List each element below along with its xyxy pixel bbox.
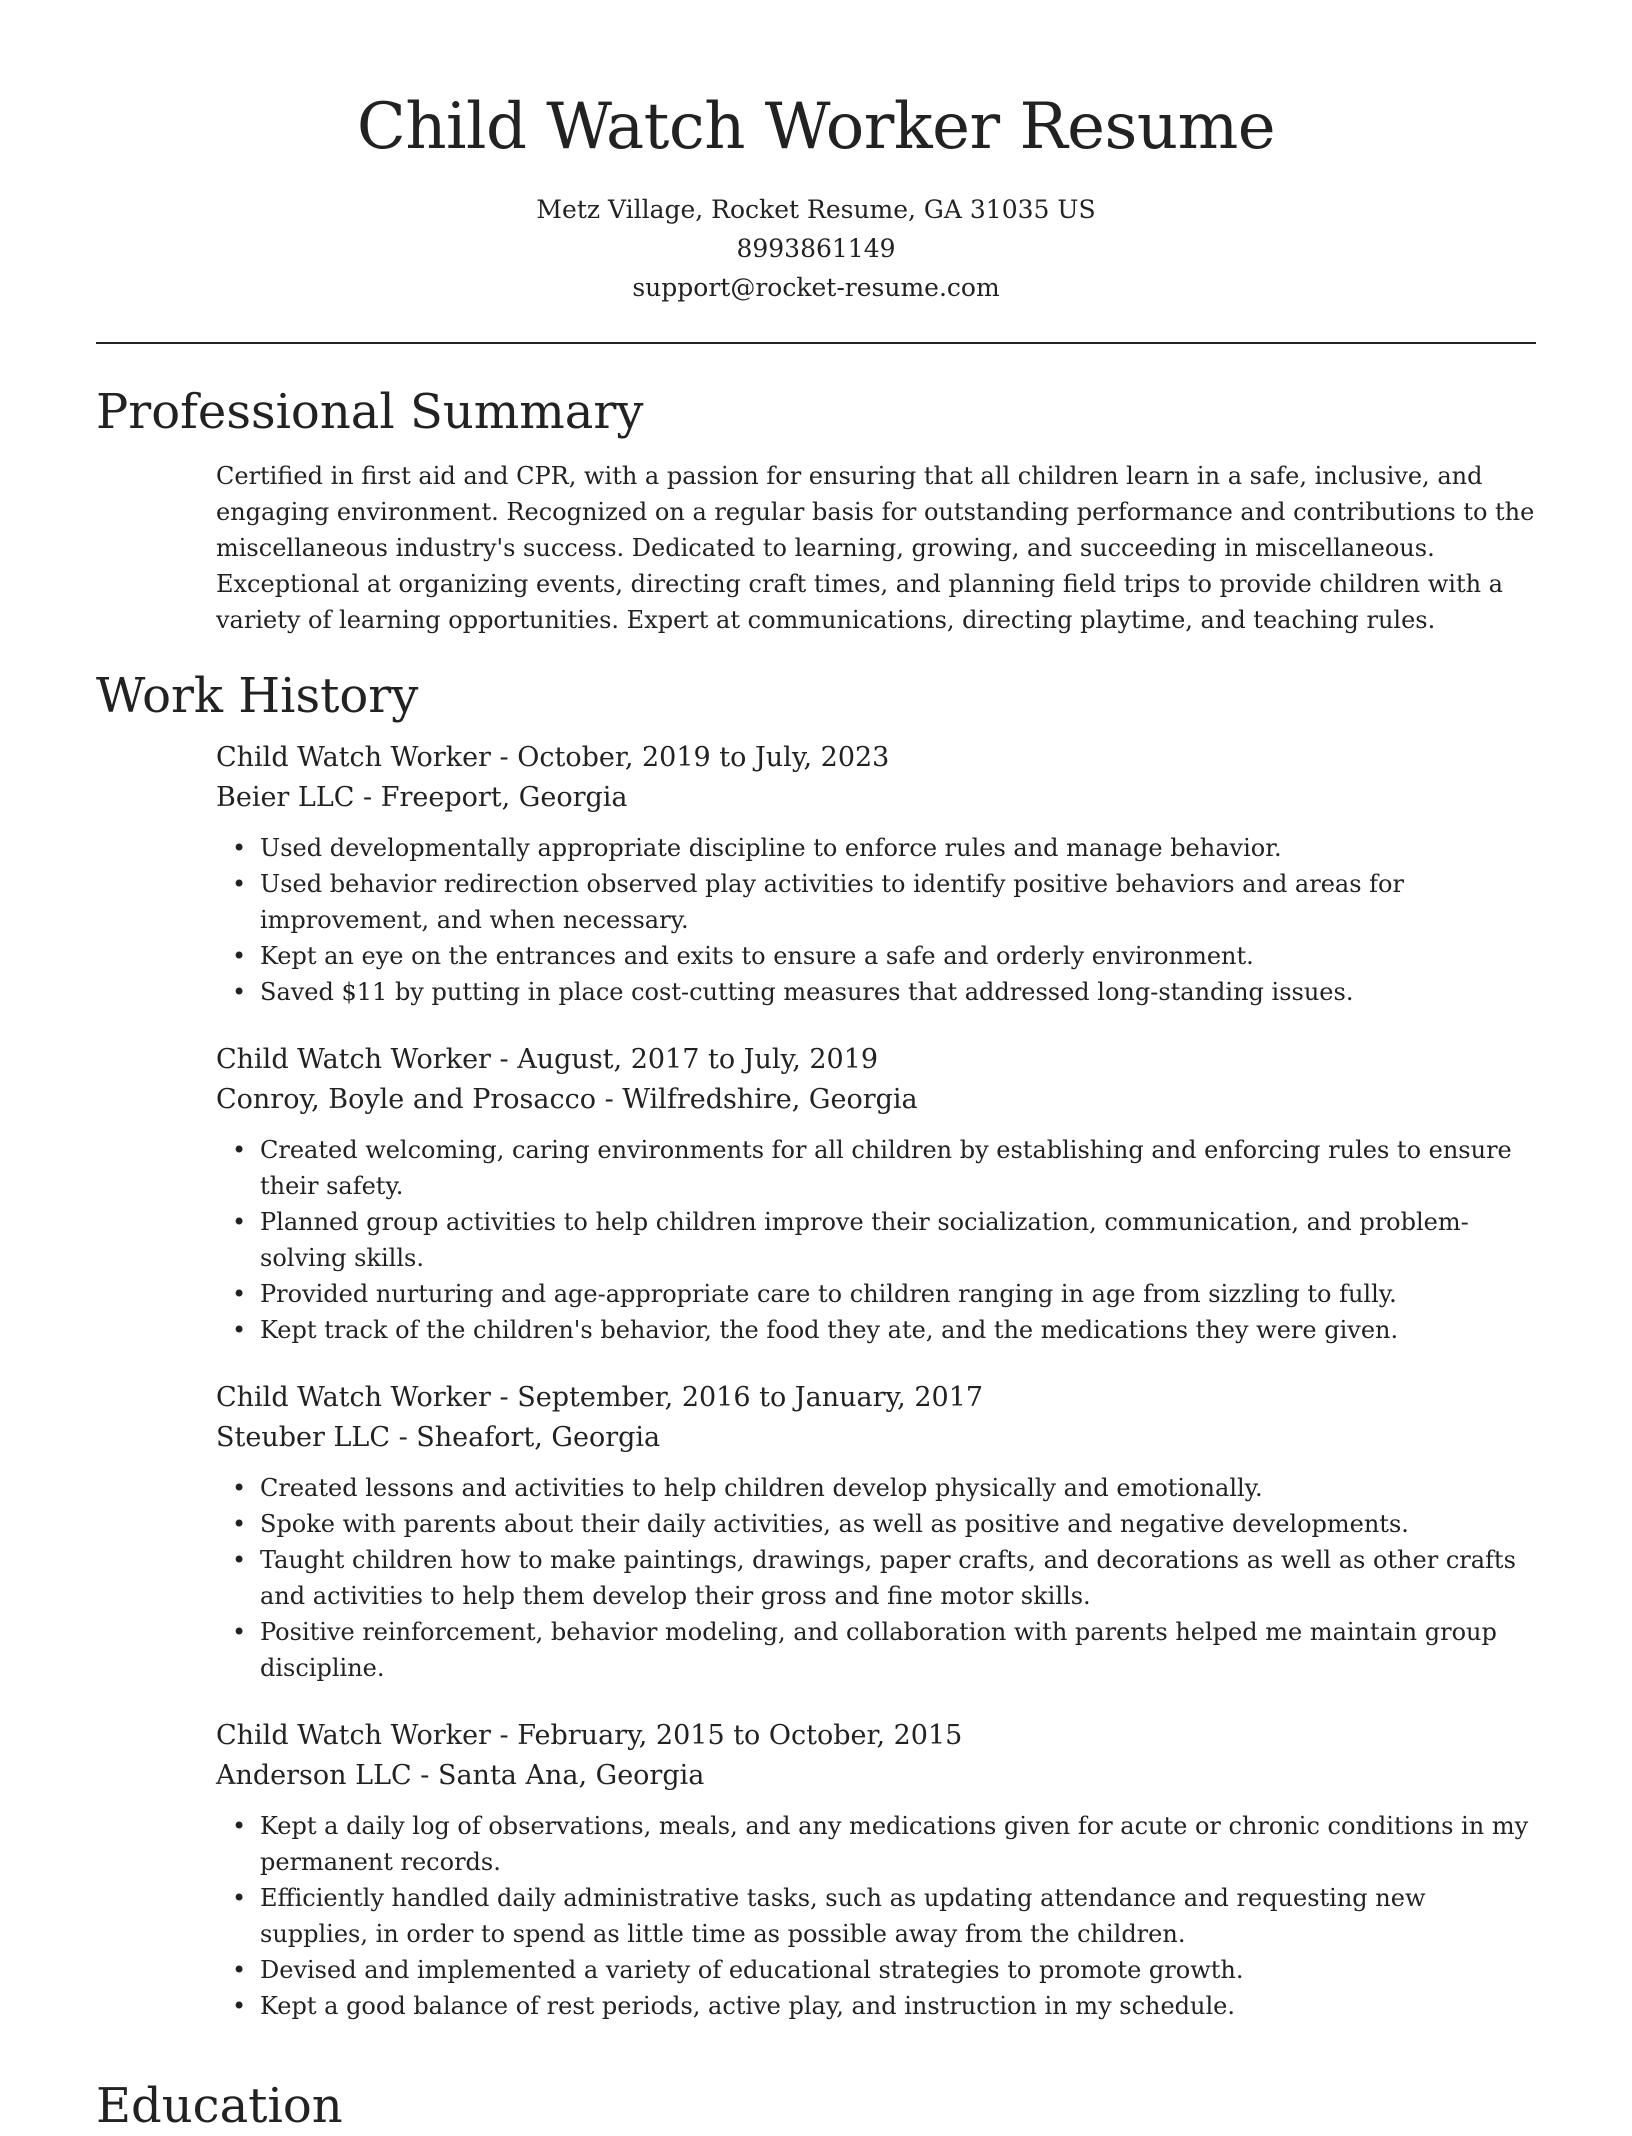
resume-header — [96, 82, 1536, 307]
list-item: • Kept a good balance of rest periods, active play, and instruction in my schedule. — [216, 1988, 1536, 2024]
bullet-icon: • — [232, 1280, 247, 1308]
job-company: Steuber LLC — [216, 1422, 390, 1453]
list-item: • Positive reinforcement, behavior modeling, and collaboration with parents helped me maintain group discipline. — [216, 1614, 1536, 1686]
summary-heading: Professional Summary — [96, 384, 644, 440]
job-title-line — [216, 1716, 1536, 1756]
job-list — [216, 738, 1536, 2024]
list-item: • Spoke with parents about their daily activities, as well as positive and negative developments. — [216, 1506, 1536, 1542]
job-entry — [216, 1716, 1536, 2024]
job-location: - Freeport, Georgia — [354, 782, 628, 813]
list-item: • Devised and implemented a variety of educational strategies to promote growth. — [216, 1952, 1536, 1988]
job-entry — [216, 738, 1536, 1010]
summary-section — [96, 382, 1536, 638]
list-item: • Kept track of the children's behavior, the food they ate, and the medications they were given. — [216, 1312, 1536, 1348]
list-item: • Used behavior redirection observed play activities to identify positive behaviors and areas for improvement, and when necessary. — [216, 866, 1536, 938]
bullet-icon: • — [232, 1474, 247, 1502]
job-bullets — [216, 1808, 1536, 2024]
job-company-line — [216, 1080, 1536, 1120]
job-location: - Sheafort, Georgia — [389, 1422, 661, 1453]
list-item: • Kept an eye on the entrances and exits to ensure a safe and orderly environment. — [216, 938, 1536, 974]
bullet-icon: • — [232, 1136, 247, 1164]
contact-email[interactable]: support@rocket-resume.com — [632, 273, 1000, 302]
list-item: • Saved $11 by putting in place cost-cutting measures that addressed long-standing issues. — [216, 974, 1536, 1010]
job-title: Child Watch Worker — [216, 1382, 491, 1413]
job-company-line — [216, 1756, 1536, 1796]
bullet-icon: • — [232, 978, 247, 1006]
bullet-icon: • — [232, 1546, 247, 1574]
job-dates: - February, 2015 to October, 2015 — [490, 1720, 963, 1751]
list-item: • Used developmentally appropriate discipline to enforce rules and manage behavior. — [216, 830, 1536, 866]
bullet-icon: • — [232, 1956, 247, 1984]
job-title: Child Watch Worker — [216, 1044, 491, 1075]
contact-info — [96, 190, 1536, 307]
list-item: • Efficiently handled daily administrative tasks, such as updating attendance and requesting new supplies, in order to spend as little time as possible away from the children. — [216, 1880, 1536, 1952]
bullet-icon: • — [232, 1618, 247, 1646]
bullet-icon: • — [232, 1812, 247, 1840]
list-item: • Taught children how to make paintings, drawings, paper crafts, and decorations as well as other crafts and activities to help them develop their gross and fine motor skills. — [216, 1542, 1536, 1614]
job-title-line — [216, 738, 1536, 778]
bullet-icon: • — [232, 1510, 247, 1538]
bullet-icon: • — [232, 1992, 247, 2020]
list-item: • Kept a daily log of observations, meals, and any medications given for acute or chronic conditions in my permanent records. — [216, 1808, 1536, 1880]
job-location: - Santa Ana, Georgia — [411, 1760, 705, 1791]
job-bullets — [216, 830, 1536, 1010]
job-company-line — [216, 1418, 1536, 1458]
list-item: • Provided nurturing and age-appropriate care to children ranging in age from sizzling to fully. — [216, 1276, 1536, 1312]
work-history-section — [96, 666, 1536, 2054]
job-dates: - September, 2016 to January, 2017 — [490, 1382, 984, 1413]
work-history-heading: Work History — [96, 668, 419, 724]
list-item: • Planned group activities to help children improve their socialization, communication, and problem-solving skills. — [216, 1204, 1536, 1276]
list-item: • Created welcoming, caring environments for all children by establishing and enforcing rules to ensure their safety. — [216, 1132, 1536, 1204]
list-item: • Created lessons and activities to help children develop physically and emotionally. — [216, 1470, 1536, 1506]
header-divider — [96, 342, 1536, 344]
resume-title: Child Watch Worker Resume — [356, 90, 1276, 164]
job-company: Beier LLC — [216, 782, 355, 813]
job-title: Child Watch Worker — [216, 1720, 491, 1751]
job-company: Anderson LLC — [216, 1760, 412, 1791]
job-bullets — [216, 1470, 1536, 1686]
bullet-icon: • — [232, 870, 247, 898]
job-dates: - August, 2017 to July, 2019 — [490, 1044, 879, 1075]
summary-text: Certified in first aid and CPR, with a passion for ensuring that all children learn in a safe, inclusive, and engaging environment. Recognized on a regular basis for outstanding performance and contributions to the miscellaneous industry's success. Dedicated to learning, growing, and succeeding in miscellaneous. Exceptional at organizing events, directing craft times, and planning field trips to provide children with a variety of learning opportunities. Expert at communications, directing playtime, and teaching rules. — [216, 462, 1535, 634]
job-title-line — [216, 1040, 1536, 1080]
bullet-icon: • — [232, 1884, 247, 1912]
contact-address: Metz Village, Rocket Resume, GA 31035 US — [536, 195, 1096, 224]
education-heading: Education — [96, 2078, 343, 2134]
job-entry — [216, 1378, 1536, 1686]
bullet-icon: • — [232, 1316, 247, 1344]
job-bullets — [216, 1132, 1536, 1348]
job-dates: - October, 2019 to July, 2023 — [490, 742, 890, 773]
job-company-line — [216, 778, 1536, 818]
job-company: Conroy, Boyle and Prosacco — [216, 1084, 596, 1115]
job-entry — [216, 1040, 1536, 1348]
bullet-icon: • — [232, 834, 247, 862]
contact-phone: 8993861149 — [736, 234, 896, 263]
bullet-icon: • — [232, 942, 247, 970]
job-location: - Wilfredshire, Georgia — [595, 1084, 918, 1115]
job-title: Child Watch Worker — [216, 742, 491, 773]
job-title-line — [216, 1378, 1536, 1418]
bullet-icon: • — [232, 1208, 247, 1236]
education-section — [96, 2076, 1536, 2136]
